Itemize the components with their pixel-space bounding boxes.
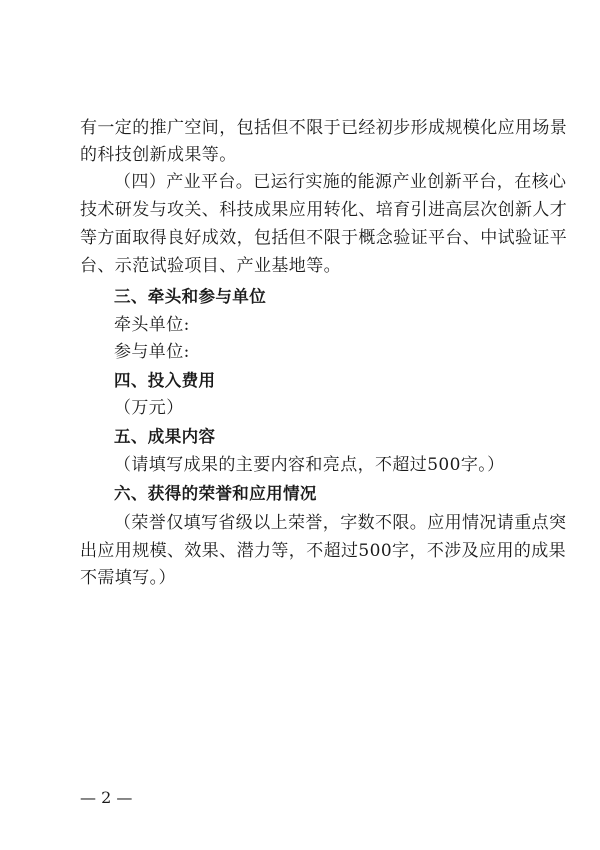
- body-text-line: 有一定的推广空间，包括但不限于已经初步形成规模化应用场景: [80, 118, 568, 138]
- lead-unit-label: 牵头单位:: [114, 315, 190, 335]
- results-instruction: （请填写成果的主要内容和亮点，不超过500字。）: [114, 455, 505, 475]
- section-heading-5: 五、成果内容: [114, 427, 216, 446]
- honors-instruction-line: （荣誉仅填写省级以上荣誉，字数不限。应用情况请重点突: [114, 513, 567, 533]
- body-text-line: 等方面取得良好成效，包括但不限于概念验证平台、中试验证平: [80, 228, 568, 248]
- section-heading-6: 六、获得的荣誉和应用情况: [114, 484, 317, 503]
- body-text-line: 台、示范试验项目、产业基地等。: [80, 256, 341, 276]
- investment-unit-note: （万元）: [114, 398, 184, 418]
- participant-unit-label: 参与单位:: [114, 342, 190, 362]
- body-text-line: 的科技创新成果等。: [80, 145, 237, 165]
- honors-instruction-line: 不需填写。）: [80, 568, 176, 588]
- page-number: — 2 —: [80, 788, 133, 807]
- subsection-four-text: （四）产业平台。已运行实施的能源产业创新平台，在核心: [114, 172, 567, 192]
- section-heading-4: 四、投入费用: [114, 371, 216, 390]
- body-text-line: 技术研发与攻关、科技成果应用转化、培育引进高层次创新人才: [80, 200, 568, 220]
- honors-instruction-line: 出应用规模、效果、潜力等，不超过500字，不涉及应用的成果: [80, 541, 567, 561]
- section-heading-3: 三、牵头和参与单位: [114, 287, 267, 306]
